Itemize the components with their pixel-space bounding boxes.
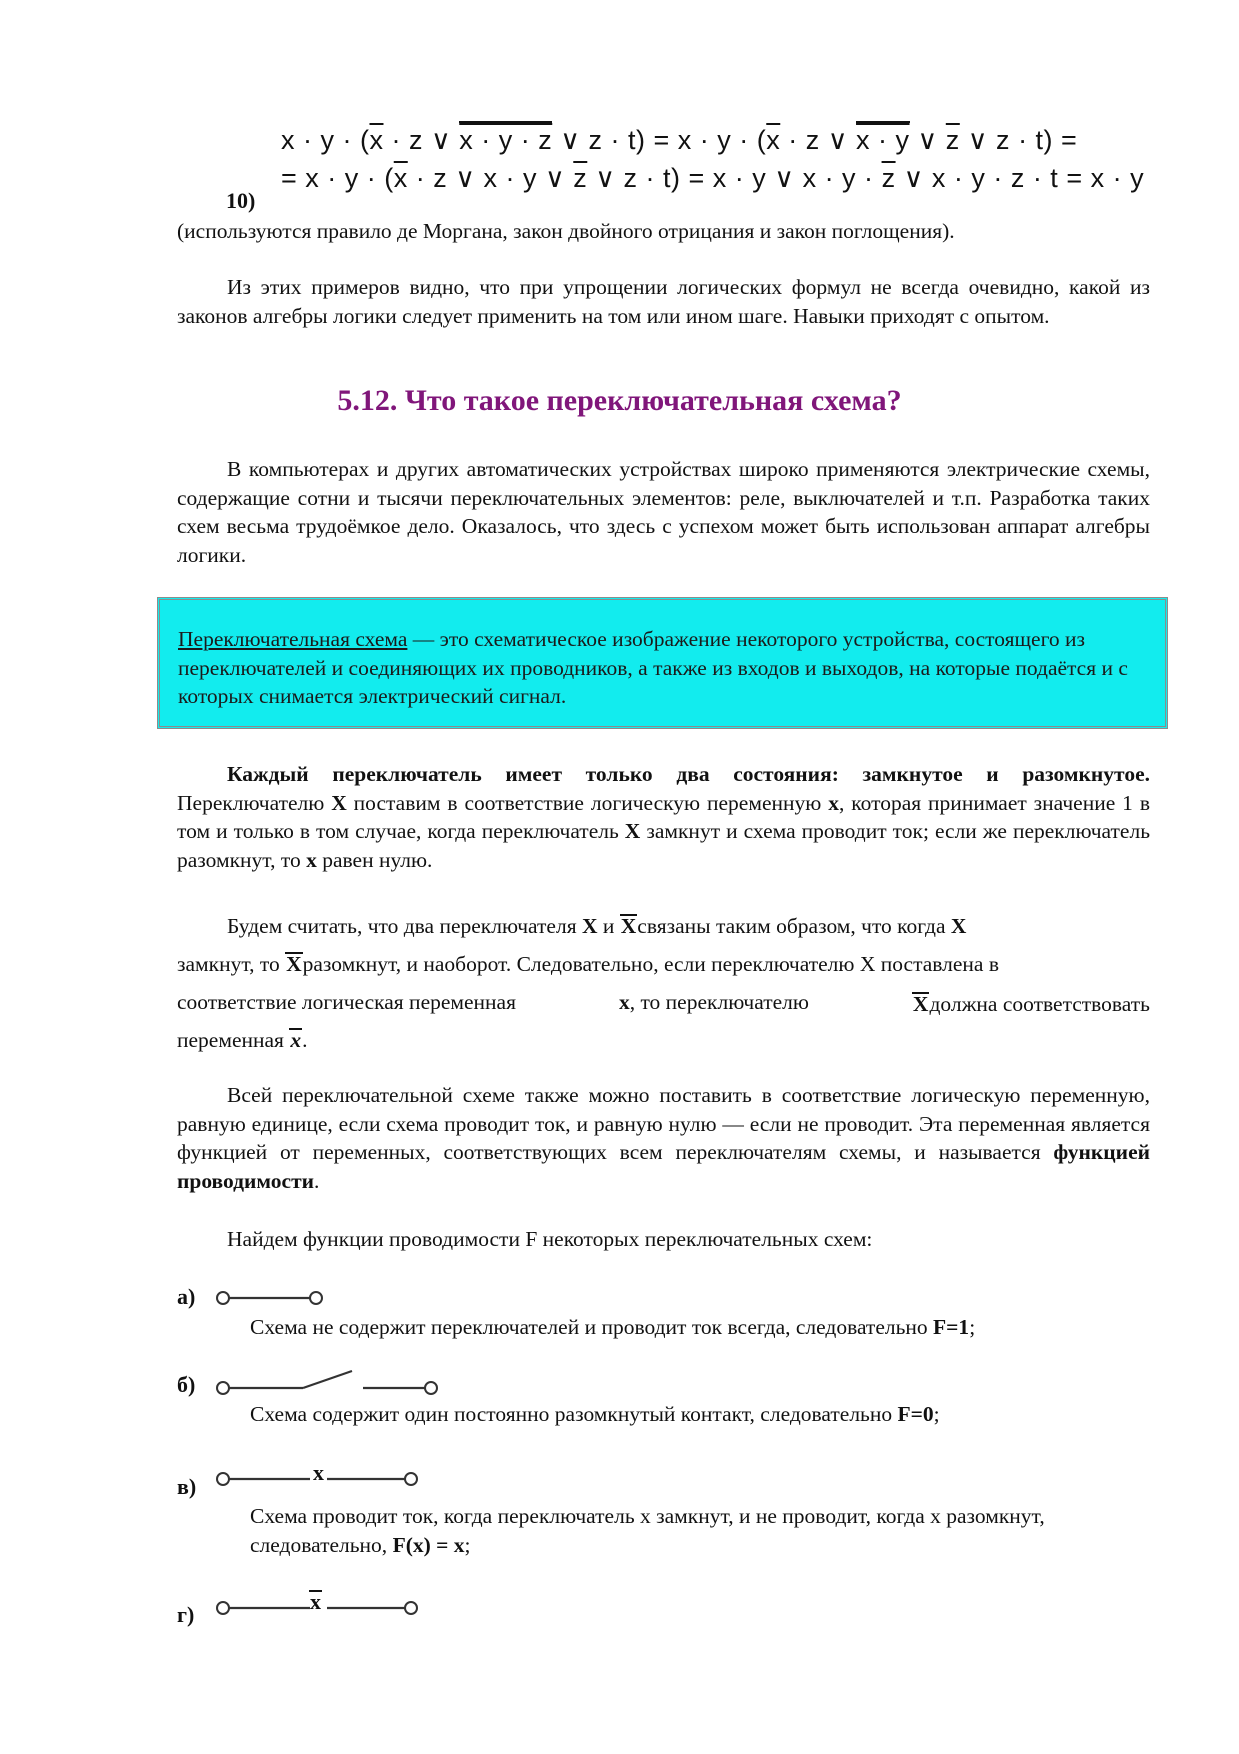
example-a-label: а)	[177, 1284, 196, 1309]
example-b-caption	[250, 1400, 940, 1429]
pair-line-2	[177, 950, 999, 977]
switch-X-bar-symbol: X	[620, 914, 637, 938]
example-b-label: б)	[177, 1372, 196, 1397]
circuit-b-diagram	[215, 1364, 445, 1400]
switch-X-symbol-2: X	[624, 819, 641, 843]
states-text-5: равен нулю.	[316, 847, 433, 872]
function-bold-term: функцией проводимости	[177, 1140, 1150, 1193]
example-v-text: Схема проводит ток, когда переключатель x замкнут, и не проводит, когда x разомкнут, следовательно,	[250, 1504, 1045, 1557]
pair-text-10: .	[302, 1028, 308, 1052]
circuit-v-switch-label: x	[313, 1460, 324, 1485]
paragraph-find: Найдем функции проводимости F некоторых переключательных схем:	[227, 1227, 873, 1251]
function-end: .	[314, 1168, 320, 1193]
example-v-result: F(x) = x	[392, 1532, 465, 1557]
variable-x-bar-symbol: x	[290, 1028, 302, 1052]
circuit-g-switch-label	[309, 1588, 322, 1615]
example-g-label: г)	[177, 1602, 195, 1627]
switch-X-symbol: X	[331, 790, 347, 815]
example-a-end: ;	[969, 1315, 976, 1339]
definition-body: — это схематическое изображение некоторого устройства, состоящего из переключателей и соединяющих их проводников, а также из входов и выходов, на которые подаётся и с которых снимается электрический сигнал.	[178, 627, 1128, 708]
states-text-3: , которая принимает значение 1 в том и только в том случае, когда переключатель	[177, 790, 1150, 843]
pair-text-3: связаны таким образом, что когда	[637, 914, 951, 938]
paragraph-states	[177, 760, 1150, 874]
circuit-g-switch-xbar: x	[310, 1589, 321, 1614]
example-v-label: в)	[177, 1474, 197, 1499]
circuit-a-diagram	[215, 1286, 325, 1310]
variable-x-symbol: x	[828, 790, 839, 815]
switch-X-bar-symbol-2: X	[286, 952, 302, 976]
states-bold: Каждый переключатель имеет только два состояния: замкнутое и разомкнутое.	[227, 762, 1150, 786]
pair-line-3	[177, 990, 1150, 1017]
example-v-caption	[250, 1502, 1110, 1559]
pair-text-4: замкнут, то	[177, 952, 286, 976]
example-v-end: ;	[464, 1532, 471, 1557]
example-a-text: Схема не содержит переключателей и проводит ток всегда, следовательно	[250, 1315, 934, 1339]
example-a-result: F=1	[933, 1315, 970, 1339]
definition-text	[178, 625, 1138, 711]
pair-text-6: соответствие логическая переменная	[177, 990, 516, 1014]
switch-X-symbol-3: X	[581, 914, 598, 938]
section-title: 5.12. Что такое переключательная схема?	[337, 384, 902, 417]
pair-text-2: и	[597, 914, 620, 938]
pair-text-9: переменная	[177, 1028, 290, 1052]
example-b-result: F=0	[897, 1402, 934, 1426]
definition-term: Переключательная схема	[178, 627, 408, 651]
states-text-4: замкнут и схема проводит ток; если же переключатель разомкнут, то	[177, 819, 1150, 872]
definition-box	[157, 597, 1168, 729]
formula-line-2: = $x \cdot y \cdot (\overline{x} \cdot z$ ∨ x · y ∨ $\overline{z}$ ∨ z · t) = x · y ∨ $x \cdot y \cdot \overline{z}$ ∨ x · y · z · t = x · y	[281, 163, 1145, 193]
paragraph-function	[177, 1081, 1150, 1195]
variable-x-symbol-3: x	[618, 990, 630, 1014]
function-text: Всей переключательной схеме также можно поставить в соответствие логическую переменную, равную единице, если схема проводит ток, и равную нулю — если не проводит. Эта переменная является функцией от переменных, соответствующих всем переключателям схемы, и называется	[177, 1083, 1150, 1164]
pair-line-4	[177, 1026, 307, 1053]
formula-number: 10)	[226, 188, 256, 213]
states-text-2: поставим в соответствие логическую переменную	[346, 790, 829, 815]
pair-line-1	[227, 912, 966, 939]
pair-text-8: должна соответствовать	[929, 992, 1150, 1016]
formula-line-1: $x \cdot y \cdot (\overline{x} \cdot z$ ∨ x · y · z ∨ $z \cdot t) = x \cdot y \cdot (\overline{x} \cdot z$ ∨ x · y ∨ $\overline{z}$ ∨ z · t) =	[281, 125, 1077, 156]
note-laws: (используются правило де Моргана, закон двойного отрицания и закон поглощения).	[177, 219, 955, 243]
paragraph-examples: Из этих примеров видно, что при упрощении логических формул не всегда очевидно, какой из законов алгебры логики следует применить на том или ином шаге. Навыки приходят с опытом.	[177, 275, 1150, 328]
variable-x-symbol-2: x	[306, 847, 317, 872]
example-b-end: ;	[933, 1402, 940, 1426]
states-text-1: Переключателю	[177, 790, 332, 815]
pair-text-5: разомкнут, и наоборот. Следовательно, если переключателю X поставлена в	[302, 952, 999, 976]
pair-text-7: , то переключателю	[629, 990, 809, 1014]
example-a-caption	[250, 1313, 975, 1342]
paragraph-intro: В компьютерах и других автоматических устройствах широко применяются электрические схемы, содержащие сотни и тысячи переключательных элементов: реле, выключателей и т.п. Разработка таких схем весьма трудоёмкое дело. Оказалось, что здесь с успехом может быть использован аппарат алгебры логики.	[177, 457, 1150, 567]
switch-X-bar-symbol-3: X	[912, 992, 929, 1016]
example-b-text: Схема содержит один постоянно разомкнутый контакт, следовательно	[250, 1402, 898, 1426]
pair-text-1: Будем считать, что два переключателя	[227, 914, 582, 938]
switch-X-symbol-4: X	[950, 914, 967, 938]
